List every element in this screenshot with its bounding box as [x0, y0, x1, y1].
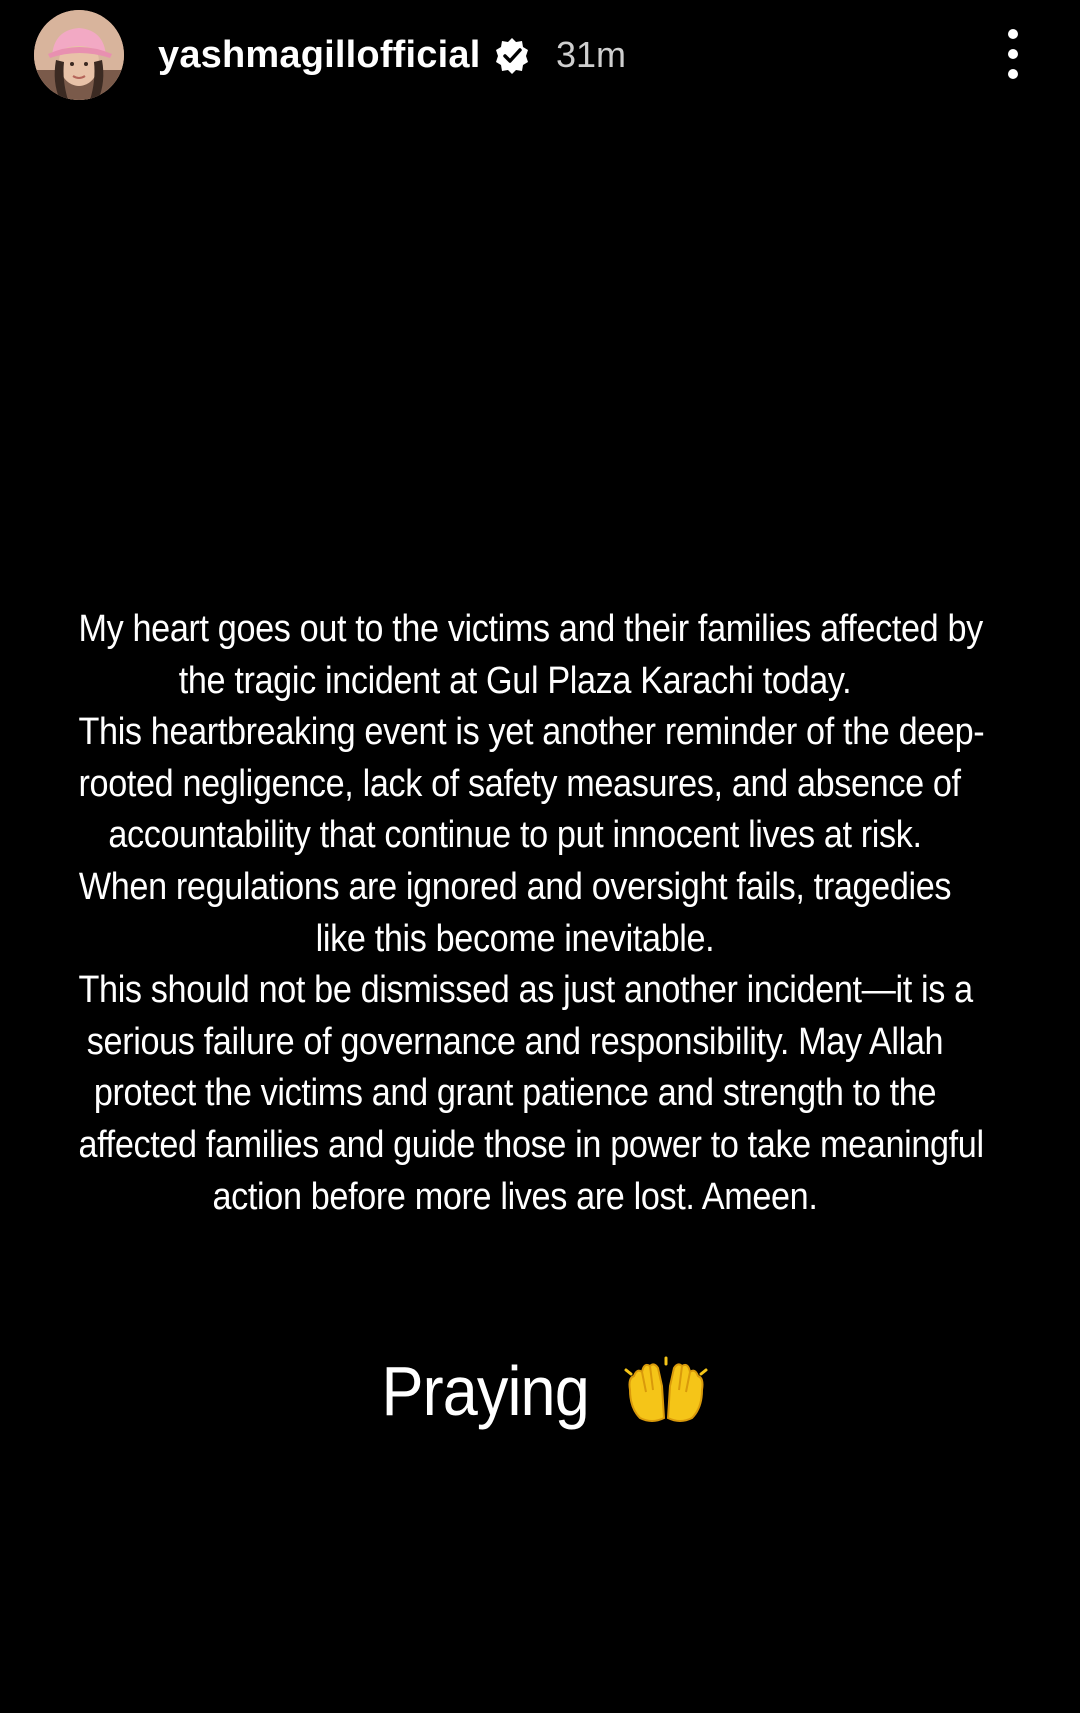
more-vertical-icon[interactable]	[990, 24, 1036, 84]
closing-line	[0, 1340, 1080, 1436]
closing-text: Praying	[381, 1351, 589, 1430]
story-text-line: This heartbreaking event is yet another reminder of the deep-	[78, 711, 985, 754]
story-text-line: affected families and guide those in power to take meaningful	[78, 1123, 984, 1166]
story-text-line: protect the victims and grant patience and strength to the	[93, 1072, 937, 1115]
raised-hands-icon	[622, 1356, 710, 1426]
story-text-line: My heart goes out to the victims and their families affected by	[78, 608, 983, 650]
verified-badge-icon	[492, 36, 532, 76]
story-header	[0, 0, 1080, 115]
story-text-line: the tragic incident at Gul Plaza Karachi today.	[178, 659, 852, 702]
username[interactable]: yashmagillofficial	[158, 34, 481, 76]
story-text-line: accountability that continue to put innocent lives at risk.	[108, 814, 922, 857]
story-text-line: serious failure of governance and responsibility. May Allah	[86, 1020, 944, 1063]
story-text	[78, 604, 985, 1223]
story-text-line: This should not be dismissed as just another incident—it is a	[78, 969, 973, 1012]
story-text-line: rooted negligence, lack of safety measures, and absence of	[78, 762, 961, 805]
avatar-photo	[34, 10, 124, 100]
story-text-line: action before more lives are lost. Ameen.	[212, 1175, 818, 1218]
timestamp: 31m	[556, 34, 627, 75]
story-text-line: like this become inevitable.	[315, 917, 715, 960]
story-text-line: When regulations are ignored and oversight fails, tragedies	[78, 865, 952, 908]
avatar[interactable]	[34, 10, 124, 100]
